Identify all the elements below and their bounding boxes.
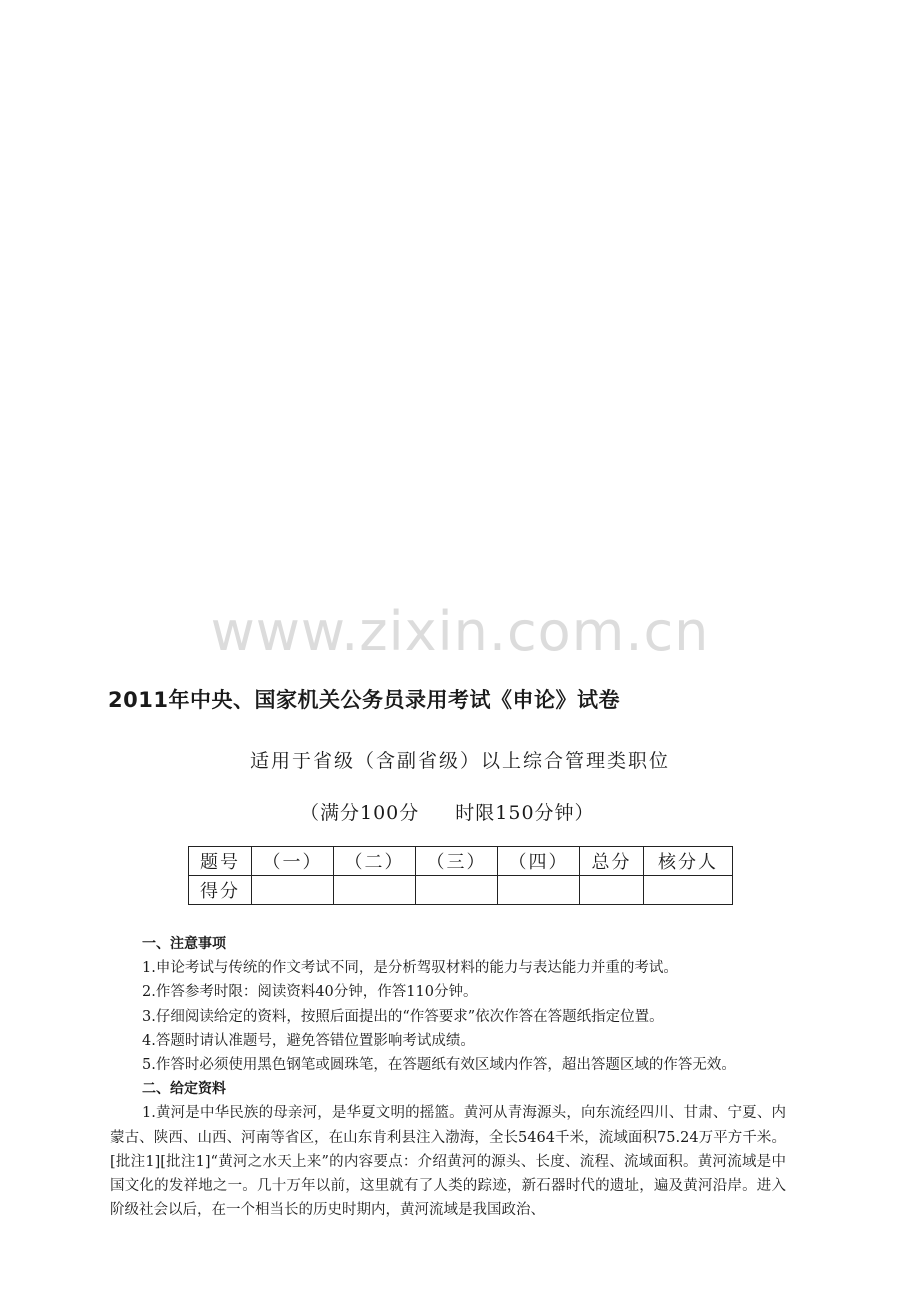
notes-heading: 一、注意事项: [142, 936, 226, 952]
score-cell: [416, 876, 498, 905]
full-score: （满分100分: [300, 802, 420, 824]
row-label-score: 得分: [189, 876, 252, 905]
document-subtitle: 适用于省级（含副省级）以上综合管理类职位: [249, 750, 670, 772]
header-total: 总分: [580, 847, 644, 876]
material-paragraph: 1.黄河是中华民族的母亲河，是华夏文明的摇篮。黄河从青海源头，向东流经四川、甘肃、宁夏、内蒙古、陕西、山西、河南等省区，在山东肯利县注入渤海，全长5464千米，流域面积75.24万平方千米。[批注1][批注1]“黄河之水天上来”的内容要点：介绍黄河的源头、长度、流程、流域面积。黄河流域是中国文化的发祥地之一。几十万年以前，这里就有了人类的踪迹，新石器时代的遗址，遍及黄河沿岸。进入阶级社会以后，在一个相当长的历史时期内，黄河流域是我国政治、: [110, 1105, 786, 1219]
header-part-4: （四）: [498, 847, 580, 876]
score-cell: [644, 876, 733, 905]
score-table: [188, 846, 733, 905]
score-cell: [334, 876, 416, 905]
document-title: 2011年中央、国家机关公务员录用考试《申论》试卷: [108, 688, 620, 712]
note-item: 5.作答时必须使用黑色钢笔或圆珠笔，在答题纸有效区域内作答，超出答题区域的作答无效。: [142, 1057, 736, 1074]
note-item: 3.仔细阅读给定的资料，按照后面提出的“作答要求”依次作答在答题纸指定位置。: [142, 1008, 664, 1025]
score-cell: [498, 876, 580, 905]
exam-meta: [300, 798, 595, 825]
score-cell: [580, 876, 644, 905]
note-item: 2.作答参考时限：阅读资料40分钟，作答110分钟。: [142, 984, 478, 1001]
header-checker: 核分人: [644, 847, 733, 876]
header-part-3: （三）: [416, 847, 498, 876]
note-item: 1.申论考试与传统的作文考试不同，是分析驾驭材料的能力与表达能力并重的考试。: [142, 960, 678, 977]
header-question-number: 题号: [189, 847, 252, 876]
header-part-2: （二）: [334, 847, 416, 876]
materials-heading: 二、给定资料: [142, 1081, 226, 1098]
score-table-score-row: [189, 876, 733, 905]
time-limit: 时限150分钟）: [455, 802, 595, 824]
body-text: [110, 932, 786, 1222]
header-part-1: （一）: [252, 847, 334, 876]
note-item: 4.答题时请认准题号，避免答错位置影响考试成绩。: [142, 1032, 475, 1049]
score-table-header-row: [189, 847, 733, 876]
score-cell: [252, 876, 334, 905]
watermark: www.zixin.com.cn: [210, 600, 710, 663]
